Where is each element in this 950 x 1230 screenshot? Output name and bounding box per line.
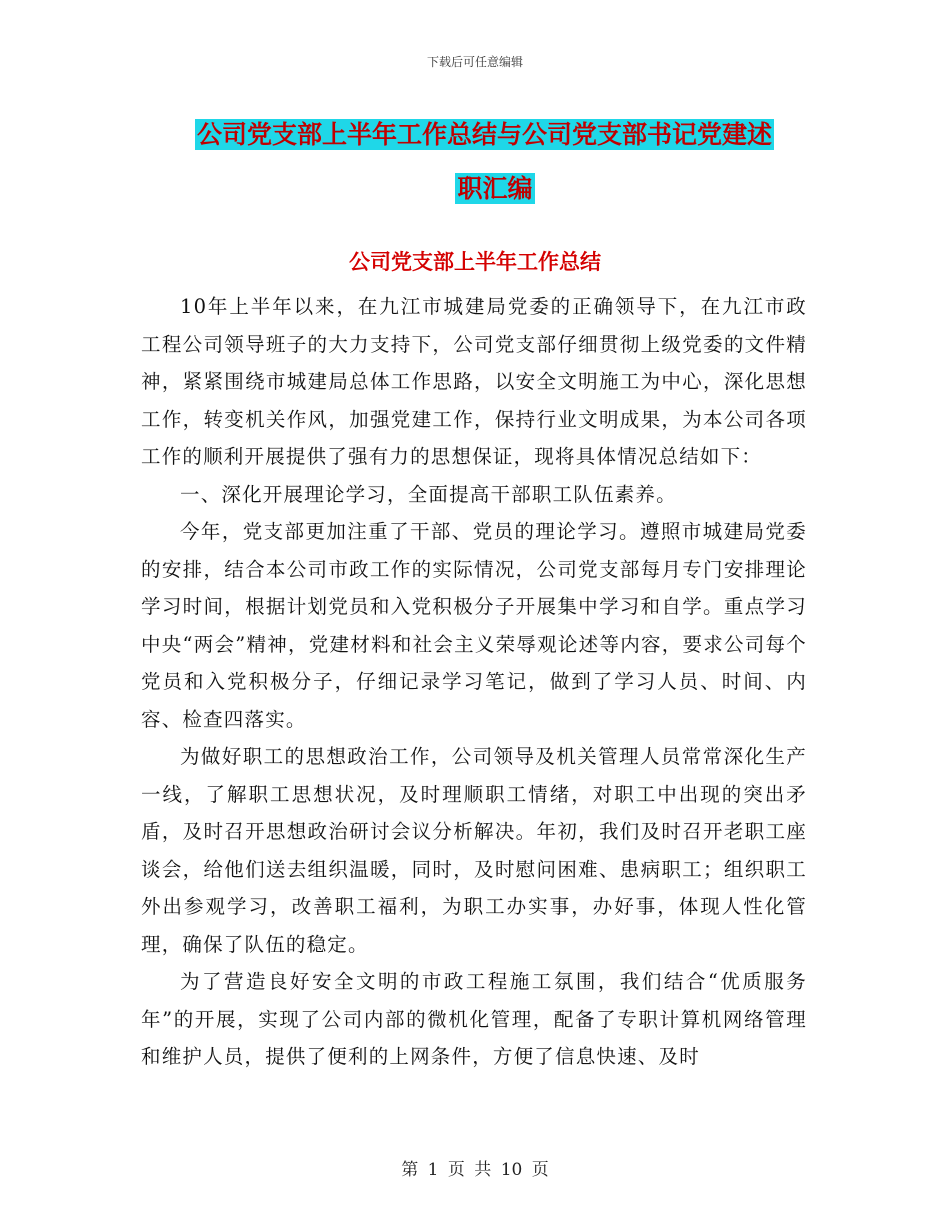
document-title-line-1: 公司党支部上半年工作总结与公司党支部书记党建述 bbox=[197, 120, 773, 149]
document-body bbox=[141, 288, 807, 1076]
paragraph: 今年，党支部更加注重了干部、党员的理论学习。遵照市城建局党委的安排，结合本公司市政工作的实际情况，公司党支部每月专门安排理论学习时间，根据计划党员和入党积极分子开展集中学习和自学。重点学习中央“两会”精神，党建材料和社会主义荣辱观论述等内容，要求公司每个党员和入党积极分子，仔细记录学习笔记，做到了学习人员、时间、内容、检查四落实。 bbox=[141, 520, 807, 731]
paragraph: 10年上半年以来，在九江市城建局党委的正确领导下，在九江市政工程公司领导班子的大力支持下，公司党支部仔细贯彻上级党委的文件精神，紧紧围绕市城建局总体工作思路，以安全文明施工为中心，深化思想工作，转变机关作风，加强党建工作，保持行业文明成果，为本公司各项工作的顺利开展提供了强有力的思想保证，现将具体情况总结如下： bbox=[141, 295, 807, 468]
paragraph: 一、深化开展理论学习，全面提高干部职工队伍素养。 bbox=[180, 482, 677, 506]
header-note: 下载后可任意编辑 bbox=[426, 55, 523, 69]
section-title: 公司党支部上半年工作总结 bbox=[349, 250, 601, 274]
document-title bbox=[195, 108, 805, 216]
paragraph: 为做好职工的思想政治工作，公司领导及机关管理人员常常深化生产一线，了解职工思想状况，及时理顺职工情绪，对职工中出现的突出矛盾，及时召开思想政治研讨会议分析解决。年初，我们及时召开老职工座谈会，给他们送去组织温暖，同时，及时慰问困难、患病职工；组织职工外出参观学习，改善职工福利，为职工办实事，办好事，体现人性化管理，确保了队伍的稳定。 bbox=[141, 745, 807, 956]
document-title-line-2: 职汇编 bbox=[457, 174, 533, 203]
page-footer: 第 1 页 共 10 页 bbox=[401, 1160, 549, 1180]
paragraph: 为了营造良好安全文明的市政工程施工氛围，我们结合“优质服务年”的开展，实现了公司内部的微机化管理，配备了专职计算机网络管理和维护人员，提供了便利的上网条件，方便了信息快速、及时 bbox=[141, 970, 807, 1068]
